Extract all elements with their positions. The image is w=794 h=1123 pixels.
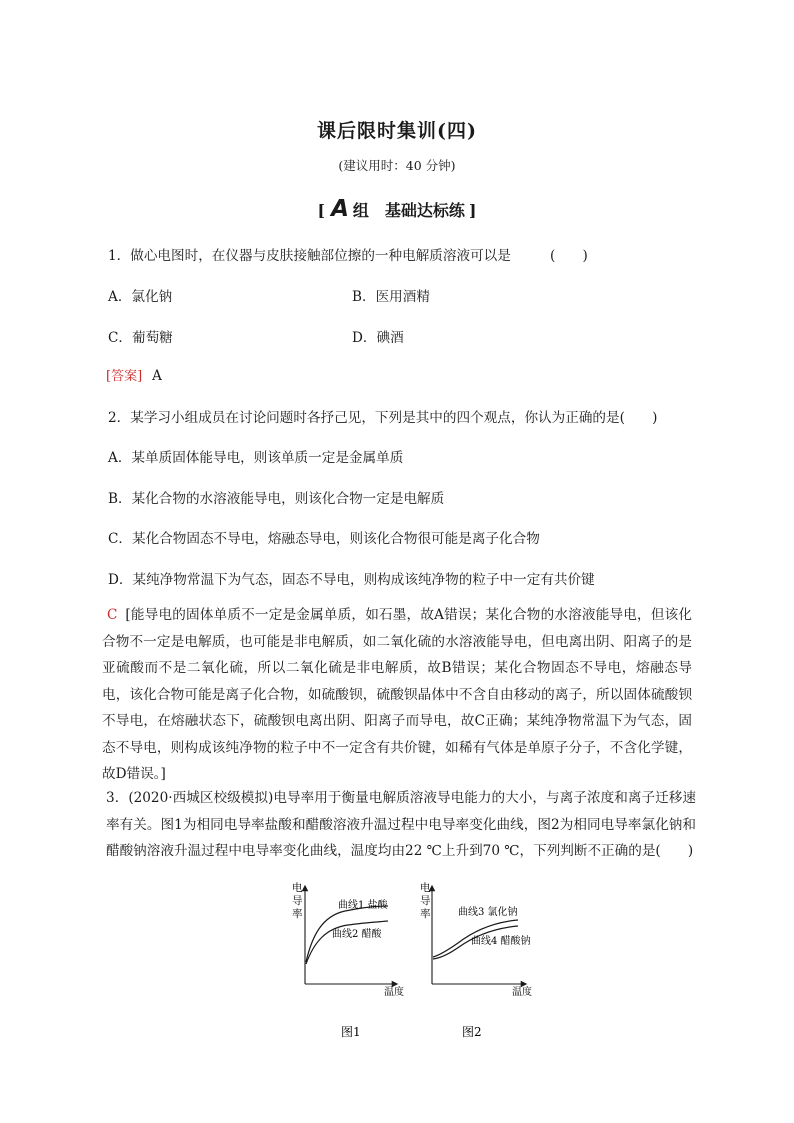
fig1-curve2-label: 曲线2 醋酸 <box>332 929 382 940</box>
fig1-x-label: 温度 <box>384 987 404 998</box>
q2-answer-letter: C <box>107 607 118 623</box>
section-letter: A <box>331 196 349 222</box>
q2-option-c: C．某化合物固态不导电，熔融态导电，则该化合物很可能是离子化合物 <box>108 531 540 547</box>
bracket-right: ] <box>468 201 477 220</box>
answer-value: A <box>152 368 162 384</box>
q1-option-b: B．医用酒精 <box>352 289 430 305</box>
fig2-curve4-label: 曲线4 醋酸钠 <box>471 936 531 947</box>
q1-option-d: D．碘酒 <box>352 330 404 346</box>
fig2-y-label-1: 电 <box>420 882 431 894</box>
fig1-curve-2 <box>306 921 388 964</box>
fig1-y-label-2: 导 <box>292 895 303 907</box>
q2-stem: 2．某学习小组成员在讨论问题时各抒己见，下列是其中的四个观点，你认为正确的是( ) <box>108 410 658 426</box>
answer-tag: [答案] <box>106 369 143 384</box>
figure-2 <box>420 881 532 1039</box>
q2-explanation-text: [能导电的固体单质不一定是金属单质，如石墨，故A错误；某化合物的水溶液能导电，但该化合物不一定是电解质，也可能是非电解质，如二氧化硫的水溶液能导电，但电离出阴、阳离子的是亚硫酸而不是二氧化硫，所以二氧化硫是非电解质，故B错误；某化合物固态不导电，熔融态导电，该化合物可能是离子化合物，如硫酸钡，硫酸钡晶体中不含自由移动的离子，所以固体硫酸钡不导电，在熔融状态下，硫酸钡电离出阴、阳离子而导电，故C正确；某纯净物常温下为气态，固态不导电，则构成该纯净物的粒子中不一定含有共价键，如稀有气体是单原子分子，不含化学键，故D错误。] <box>102 607 692 782</box>
fig1-y-label-1: 电 <box>292 882 303 894</box>
q2-option-a: A．某单质固体能导电，则该单质一定是金属单质 <box>108 450 404 466</box>
q2-option-b: B．某化合物的水溶液能导电，则该化合物一定是电解质 <box>108 491 445 507</box>
fig2-curve3-label: 曲线3 氯化钠 <box>458 907 518 918</box>
fig1-curve1-label: 曲线1 盐酸 <box>338 900 388 911</box>
q2-option-d: D．某纯净物常温下为气态，固态不导电，则构成该纯净物的粒子中一定有共价键 <box>108 572 595 588</box>
section-name: 组 基础达标练 <box>352 201 465 220</box>
figure-1 <box>292 881 404 1039</box>
fig2-y-label-3: 率 <box>420 908 431 920</box>
fig2-curve-3 <box>433 920 518 957</box>
q1-stem: 1．做心电图时，在仪器与皮肤接触部位擦的一种电解质溶液可以是 <box>108 248 511 264</box>
q1-answer <box>106 365 162 384</box>
q1-option-c: C．葡萄糖 <box>108 330 173 346</box>
section-heading <box>0 196 794 222</box>
q1-option-a: A．氯化钠 <box>108 289 173 305</box>
suggested-time: (建议用时：40 分钟) <box>338 158 456 173</box>
page-title: 课后限时集训(四) <box>317 120 477 142</box>
fig2-caption: 图2 <box>462 1025 482 1039</box>
q1-answer-paren: ( ) <box>550 248 588 264</box>
fig1-y-label-3: 率 <box>292 908 303 920</box>
bracket-left: [ <box>317 201 326 220</box>
fig1-curve-1 <box>306 906 388 962</box>
fig2-curve-4 <box>433 926 518 959</box>
q3-stem: 3．(2020·西城区校级模拟)电导率用于衡量电解质溶液导电能力的大小，与离子浓度和离子迁移速率有关。图1为相同电导率盐酸和醋酸溶液升温过程中电导率变化曲线，图2为相同电导率氯化钠和醋酸钠溶液升温过程中电导率变化曲线，温度均由22 ℃上升到70 ℃，下列判断不正确的是( ) <box>106 790 696 859</box>
q2-explanation <box>102 602 692 788</box>
fig2-x-label: 温度 <box>512 987 532 998</box>
fig2-y-label-2: 导 <box>420 895 431 907</box>
fig1-caption: 图1 <box>341 1025 361 1039</box>
